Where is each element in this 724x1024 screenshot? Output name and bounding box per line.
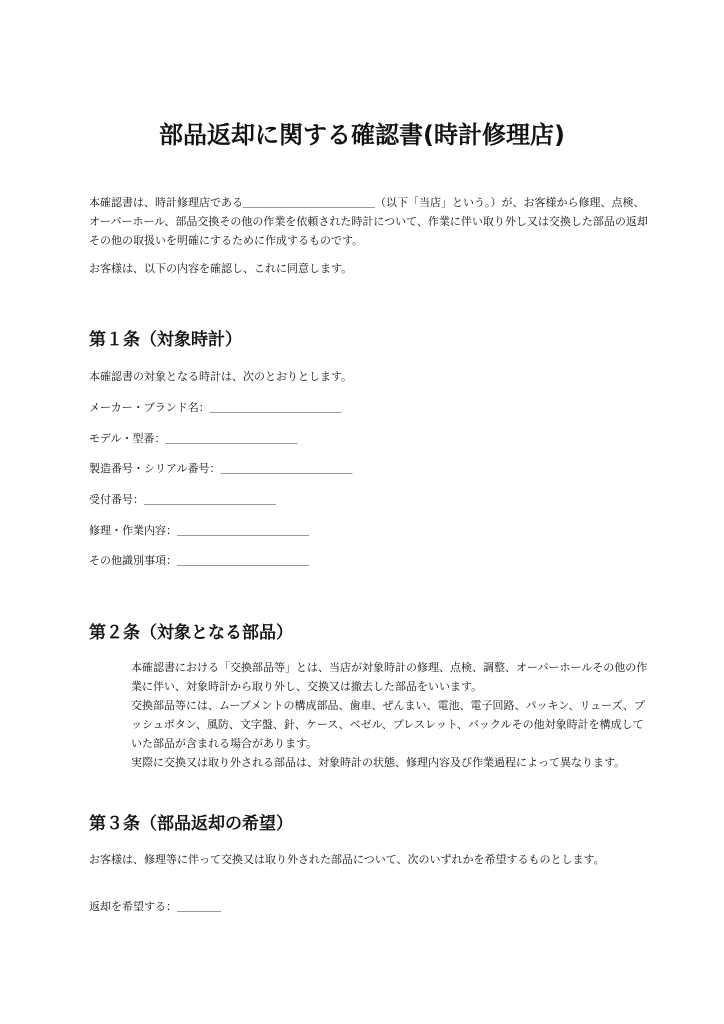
article2-paragraph-definition: 本確認書における「交換部品等」とは、当店が対象時計の修理、点検、調整、オーバーホールその他の作業に伴い、対象時計から取り外し、交換又は撤去した部品をいいます。 <box>131 661 648 693</box>
document-title: 部品返却に関する確認書(時計修理店) <box>159 121 565 149</box>
field-serial-number: 製造番号・シリアル番号：＿＿＿＿＿＿＿＿＿＿＿＿ <box>89 462 353 475</box>
article2-paragraph-examples: 交換部品等には、ムーブメントの構成部品、歯車、ぜんまい、電池、電子回路、パッキン、リューズ、プッシュボタン、風防、文字盤、針、ケース、ベゼル、ブレスレット、バックルその他対象時計を構成していた部品が含まれる場合があります。 <box>131 699 645 750</box>
article1-heading: 第１条（対象時計） <box>89 330 242 350</box>
intro-paragraph: 本確認書は、時計修理店である＿＿＿＿＿＿＿＿＿＿＿＿（以下「当店」という。）が、お客様から修理、点検、オーバーホール、部品交換その他の作業を依頼された時計について、作業に伴い取り外し又は交換した部品の返却その他の取扱いを明確にするために作成するものです。 <box>89 196 648 247</box>
article1-lead: 本確認書の対象となる時計は、次のとおりとします。 <box>89 370 353 383</box>
article2-body <box>131 658 653 772</box>
field-model-number: モデル・型番：＿＿＿＿＿＿＿＿＿＿＿＿ <box>89 432 298 445</box>
field-maker-brand: メーカー・ブランド名：＿＿＿＿＿＿＿＿＿＿＿＿ <box>89 401 342 414</box>
field-receipt-number: 受付番号：＿＿＿＿＿＿＿＿＿＿＿＿ <box>89 493 276 506</box>
article3-lead: お客様は、修理等に伴って交換又は取り外された部品について、次のいずれかを希望するものとします。 <box>89 853 605 866</box>
field-work-content: 修理・作業内容：＿＿＿＿＿＿＿＿＿＿＿＿ <box>89 524 309 537</box>
field-return-request: 返却を希望する：＿＿＿＿ <box>89 900 221 913</box>
field-other-identifiers: その他識別事項：＿＿＿＿＿＿＿＿＿＿＿＿ <box>89 554 309 567</box>
article3-heading: 第３条（部品返却の希望） <box>89 814 293 834</box>
article2-heading: 第２条（対象となる部品） <box>89 623 293 643</box>
article2-paragraph-variation: 実際に交換又は取り外される部品は、対象時計の状態、修理内容及び作業過程によって異なります。 <box>131 756 626 769</box>
agreement-statement: お客様は、以下の内容を確認し、これに同意します。 <box>89 262 353 275</box>
